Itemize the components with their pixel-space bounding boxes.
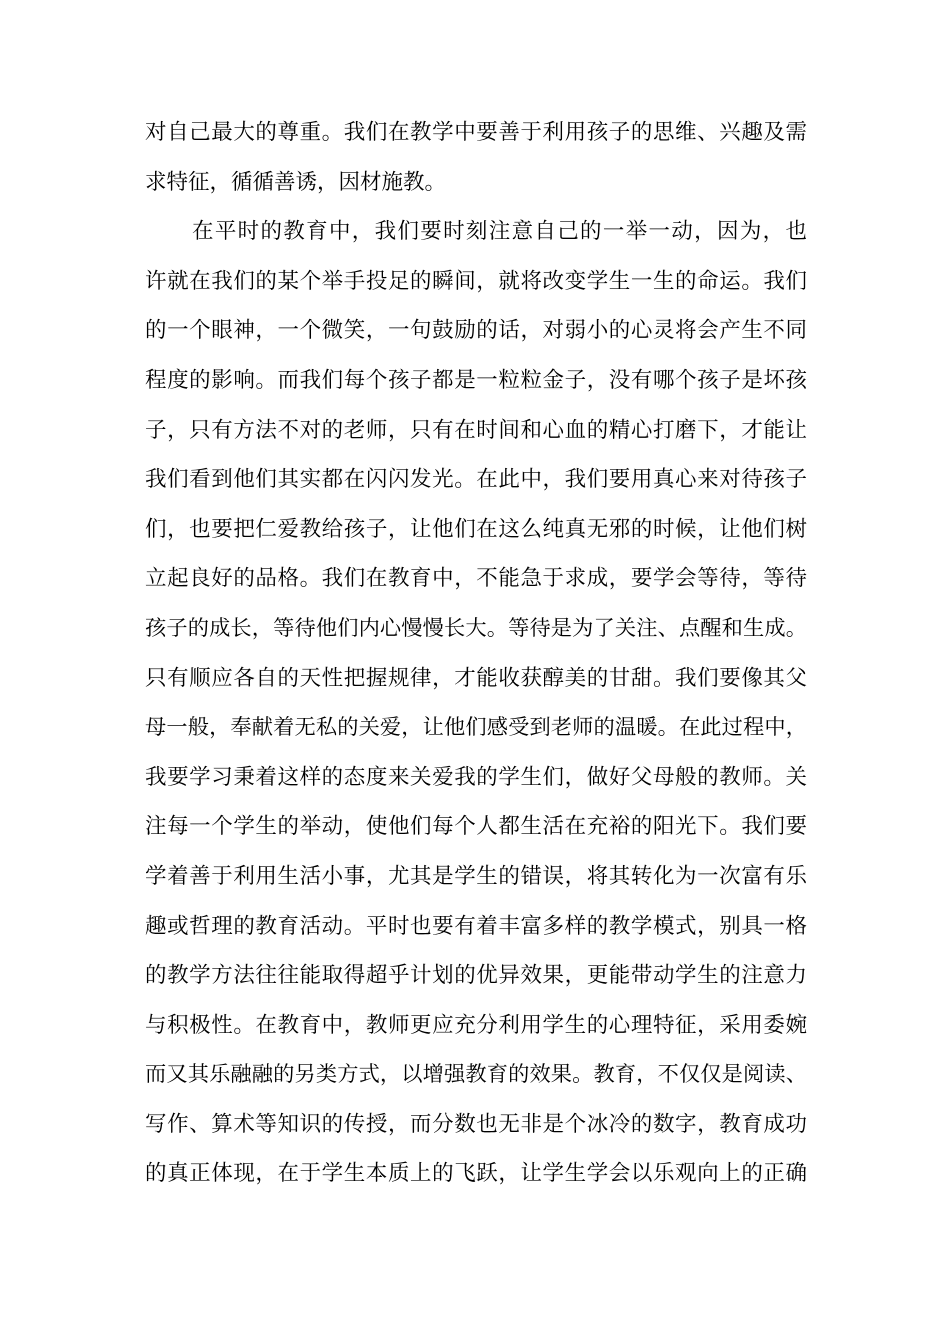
- text-line: 趣或哲理的教育活动。平时也要有着丰富多样的教学模式，别具一格: [145, 913, 807, 939]
- text-line: 立起良好的品格。我们在教育中，不能急于求成，要学会等待，等待: [145, 566, 807, 592]
- text-line: 的教学方法往往能取得超乎计划的优异效果，更能带动学生的注意力: [145, 963, 807, 989]
- paragraph-2: [145, 207, 807, 1199]
- text-line: 只有顺应各自的天性把握规律，才能收获醇美的甘甜。我们要像其父: [145, 665, 807, 691]
- document-page: [145, 108, 807, 1199]
- text-line: 们，也要把仁爱教给孩子，让他们在这么纯真无邪的时候，让他们树: [145, 516, 807, 542]
- text-line: 孩子的成长，等待他们内心慢慢长大。等待是为了关注、点醒和生成。: [145, 615, 807, 641]
- text-line: 求特征，循循善诱，因材施教。: [145, 169, 447, 195]
- text-line: 许就在我们的某个举手投足的瞬间，就将改变学生一生的命运。我们: [145, 268, 807, 294]
- text-line: 我们看到他们其实都在闪闪发光。在此中，我们要用真心来对待孩子: [145, 467, 807, 493]
- paragraph-1: [145, 108, 807, 207]
- text-line: 与积极性。在教育中，教师更应充分利用学生的心理特征，采用委婉: [145, 1012, 807, 1038]
- text-line: 程度的影响。而我们每个孩子都是一粒粒金子，没有哪个孩子是坏孩: [145, 367, 807, 393]
- text-line: 在平时的教育中，我们要时刻注意自己的一举一动，因为，也: [192, 219, 807, 245]
- text-line: 对自己最大的尊重。我们在教学中要善于利用孩子的思维、兴趣及需: [145, 120, 807, 145]
- text-line: 注每一个学生的举动，使他们每个人都生活在充裕的阳光下。我们要: [145, 814, 807, 840]
- text-line: 子，只有方法不对的老师，只有在时间和心血的精心打磨下，才能让: [145, 417, 807, 443]
- text-line: 的真正体现，在于学生本质上的飞跃，让学生学会以乐观向上的正确: [145, 1161, 807, 1187]
- text-line: 而又其乐融融的另类方式，以增强教育的效果。教育，不仅仅是阅读、: [145, 1062, 807, 1088]
- text-line: 的一个眼神，一个微笑，一句鼓励的话，对弱小的心灵将会产生不同: [145, 318, 807, 344]
- text-line: 写作、算术等知识的传授，而分数也无非是个冰冷的数字，教育成功: [145, 1111, 807, 1137]
- text-line: 学着善于利用生活小事，尤其是学生的错误，将其转化为一次富有乐: [145, 863, 807, 889]
- text-line: 母一般，奉献着无私的关爱，让他们感受到老师的温暖。在此过程中，: [145, 715, 807, 741]
- text-line: 我要学习秉着这样的态度来关爱我的学生们，做好父母般的教师。关: [145, 764, 807, 790]
